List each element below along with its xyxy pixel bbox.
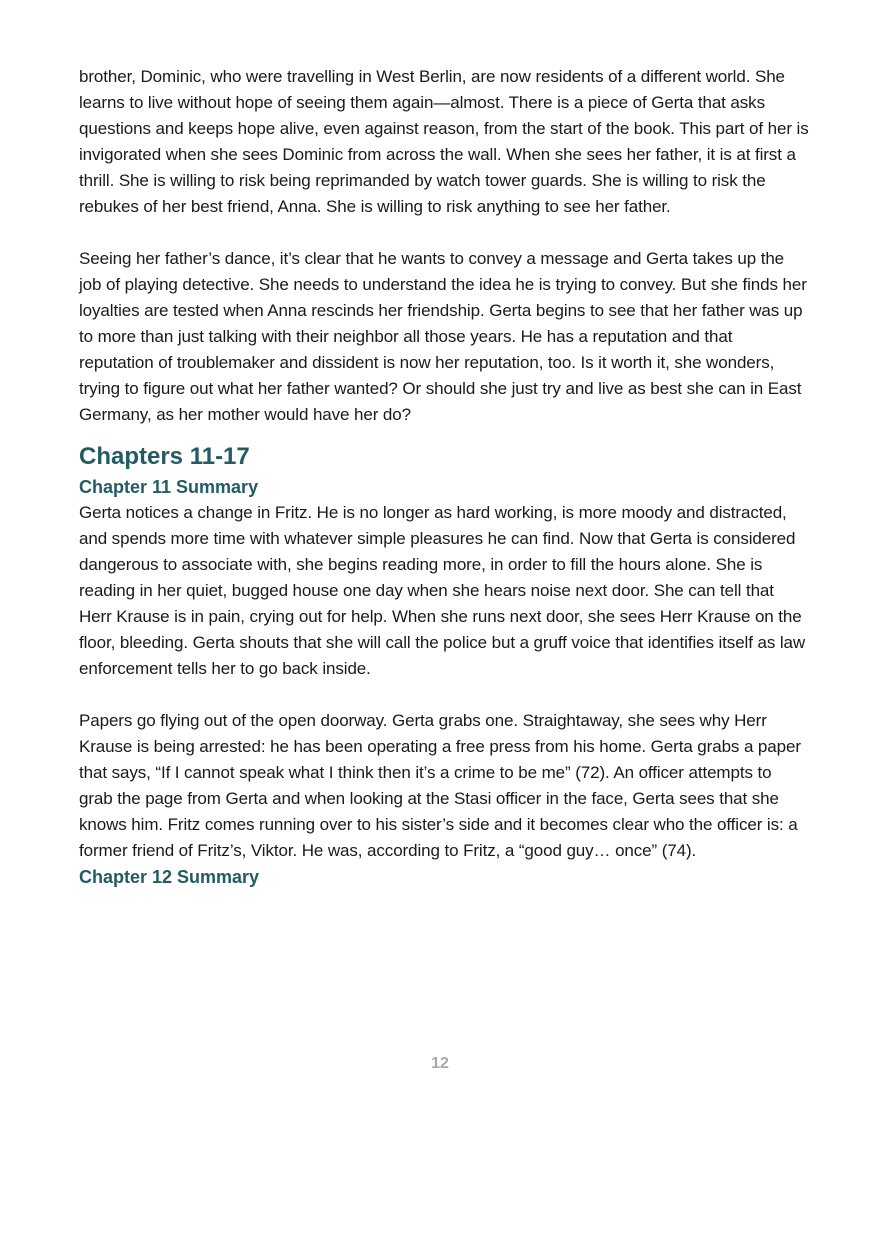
- intro-paragraph-2: Seeing her father’s dance, it’s clear that he wants to convey a message and Gerta takes up the job of playing detective. She needs to understand the idea he is trying to convey. But she finds her loyalties are tested when Anna rescinds her friendship. Gerta begins to see that her father was up to more than just talking with their neighbor all those years. He has a reputation and that reputation of troublemaker and dissident is now her reputation, too. Is it worth it, she wonders, trying to figure out what her father wanted? Or should she just try and live as best she can in East Germany, as her mother would have her do?: [79, 249, 807, 424]
- intro-paragraph-1: brother, Dominic, who were travelling in West Berlin, are now residents of a different world. She learns to live without hope of seeing them again—almost. There is a piece of Gerta that asks questions and keeps hope alive, even against reason, from the start of the book. This part of her is invigorated when she sees Dominic from across the wall. When she sees her father, it is at first a thrill. She is willing to risk being reprimanded by watch tower guards. She is willing to risk the rebukes of her best friend, Anna. She is willing to risk anything to see her father.: [79, 67, 809, 216]
- chapter-11-paragraph-2: Papers go flying out of the open doorway. Gerta grabs one. Straightaway, she sees why Herr Krause is being arrested: he has been operating a free press from his home. Gerta grabs a paper that says, “If I cannot speak what I think then it’s a crime to be me” (72). An officer attempts to grab the page from Gerta and when looking at the Stasi officer in the face, Gerta sees that she knows him. Fritz comes running over to his sister’s side and it becomes clear who the officer is: a former friend of Fritz’s, Viktor. He was, according to Fritz, a “good guy… once” (74).: [79, 711, 801, 860]
- chapter-11-paragraph-1: Gerta notices a change in Fritz. He is no longer as hard working, is more moody and distracted, and spends more time with whatever simple pleasures he can find. Now that Gerta is considered dangerous to associate with, she begins reading more, in order to fill the hours alone. She is reading in her quiet, bugged house one day when she hears noise next door. She can tell that Herr Krause is in pain, crying out for help. When she runs next door, she sees Herr Krause on the floor, bleeding. Gerta shouts that she will call the police but a gruff voice that identifies itself as law enforcement tells her to go back inside.: [79, 503, 806, 678]
- chapter-section-heading: Chapters 11-17: [79, 443, 250, 470]
- page-content: [79, 64, 809, 890]
- chapter-11-summary-heading: Chapter 11 Summary: [79, 477, 259, 497]
- page-number: 12: [431, 1055, 449, 1072]
- chapter-12-summary-heading: Chapter 12 Summary: [79, 867, 260, 887]
